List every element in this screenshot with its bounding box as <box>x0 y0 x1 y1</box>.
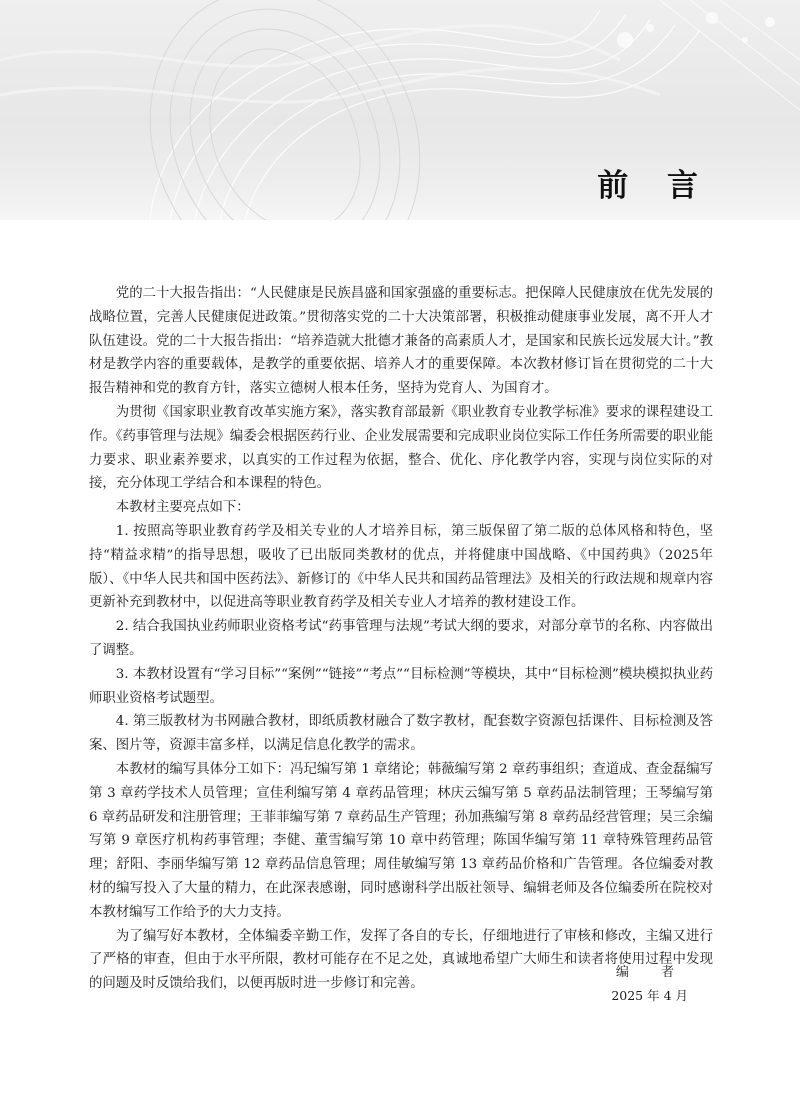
author-signature: 编 者 <box>615 965 688 980</box>
paragraph: 本教材主要亮点如下： <box>115 500 250 516</box>
paragraph: 4. 第三版教材为书网融合教材，即纸质教材融合了数字教材，配套数字资源包括课件、目标检测及答案、图片等，资源丰富多样，以满足信息化教学的需求。 <box>89 714 713 754</box>
paragraph: 2. 结合我国执业药师职业资格考试“药事管理与法规”考试大纲的要求，对部分章节的名称、内容做出了调整。 <box>89 619 713 658</box>
paragraph: 3. 本教材设置有“学习目标”“案例”“链接”“考点”“目标检测”等模块，其中“目标检测”模块模拟执业药师职业资格考试题型。 <box>89 666 713 706</box>
paragraph: 为贯彻《国家职业教育改革实施方案》，落实教育部最新《职业教育专业教学标准》要求的课程建设工作。《药事管理与法规》编委会根据医药行业、企业发展需要和完成职业岗位实际工作任务所需要的职业能力要求、职业素养要求，以真实的工作过程为依据，整合、优化、序化教学内容，实现与岗位实际的对接，充分体现工学结合和本课程的特色。 <box>89 404 713 492</box>
paragraph: 本教材的编写具体分工如下：冯玘编写第 1 章绪论；韩薇编写第 2 章药事组织；查道成、查金磊编写第 3 章药学技术人员管理；宣佳利编写第 4 章药品管理；林庆云编写第 5 章药品法制管理；王琴编写第 6 章药品研发和注册管理；王菲菲编写第 7 章药品生产管理；孙加燕编写第 8 章药品经营管理；吴三余编写第 9 章医疗机构药事管理；李健、董雪编写第 10 章中药管理；陈国华编写第 11 章特殊管理药品管理；舒阳、李丽华编写第 12 章药品信息管理；周佳敏编写第 13 章药品价格和广告管理。各位编委对教材的编写投入了大量的精力，在此深表感谢，同时感谢科学出版社领导、编辑老师及各位编委所在院校对本教材编写工作给予的大力支持。 <box>89 761 713 920</box>
header-banner <box>0 0 800 220</box>
paragraph: 党的二十大报告指出：“人民健康是民族昌盛和国家强盛的重要标志。把保障人民健康放在优先发展的战略位置，完善人民健康促进政策。”贯彻落实党的二十大决策部署，积极推动健康事业发展，离不开人才队伍建设。党的二十大报告指出：“培养造就大批德才兼备的高素质人才，是国家和民族长远发展大计。”教材是教学内容的重要载体，是教学的重要依据、培养人才的重要保障。本次教材修订旨在贯彻党的二十大报告精神和党的教育方针，落实立德树人根本任务，坚持为党育人、为国育才。 <box>89 286 713 397</box>
paragraph: 1. 按照高等职业教育药学及相关专业的人才培养目标，第三版保留了第二版的总体风格和特色，坚持“精益求精”的指导思想，吸收了已出版同类教材的优点，并将健康中国战略、《中国药典》（2025年版）、《中华人民共和国中医药法》、新修订的《中华人民共和国药品管理法》及相关的行政法规和规章内容更新补充到教材中，以促进高等职业教育药学及相关专业人才培养的教材建设工作。 <box>89 523 713 611</box>
preface-body <box>89 282 713 996</box>
page-title: 前 言 <box>597 168 712 204</box>
paragraph: 为了编写好本教材，全体编委辛勤工作，发挥了各自的专长，仔细地进行了审核和修改，主编又进行了严格的审查，但由于水平所限，教材可能存在不足之处，真诚地希望广大师生和读者将使用过程中发现的问题及时反馈给我们，以便再版时进一步修订和完善。 <box>89 928 713 992</box>
signature-date: 2025 年 4 月 <box>611 988 688 1003</box>
